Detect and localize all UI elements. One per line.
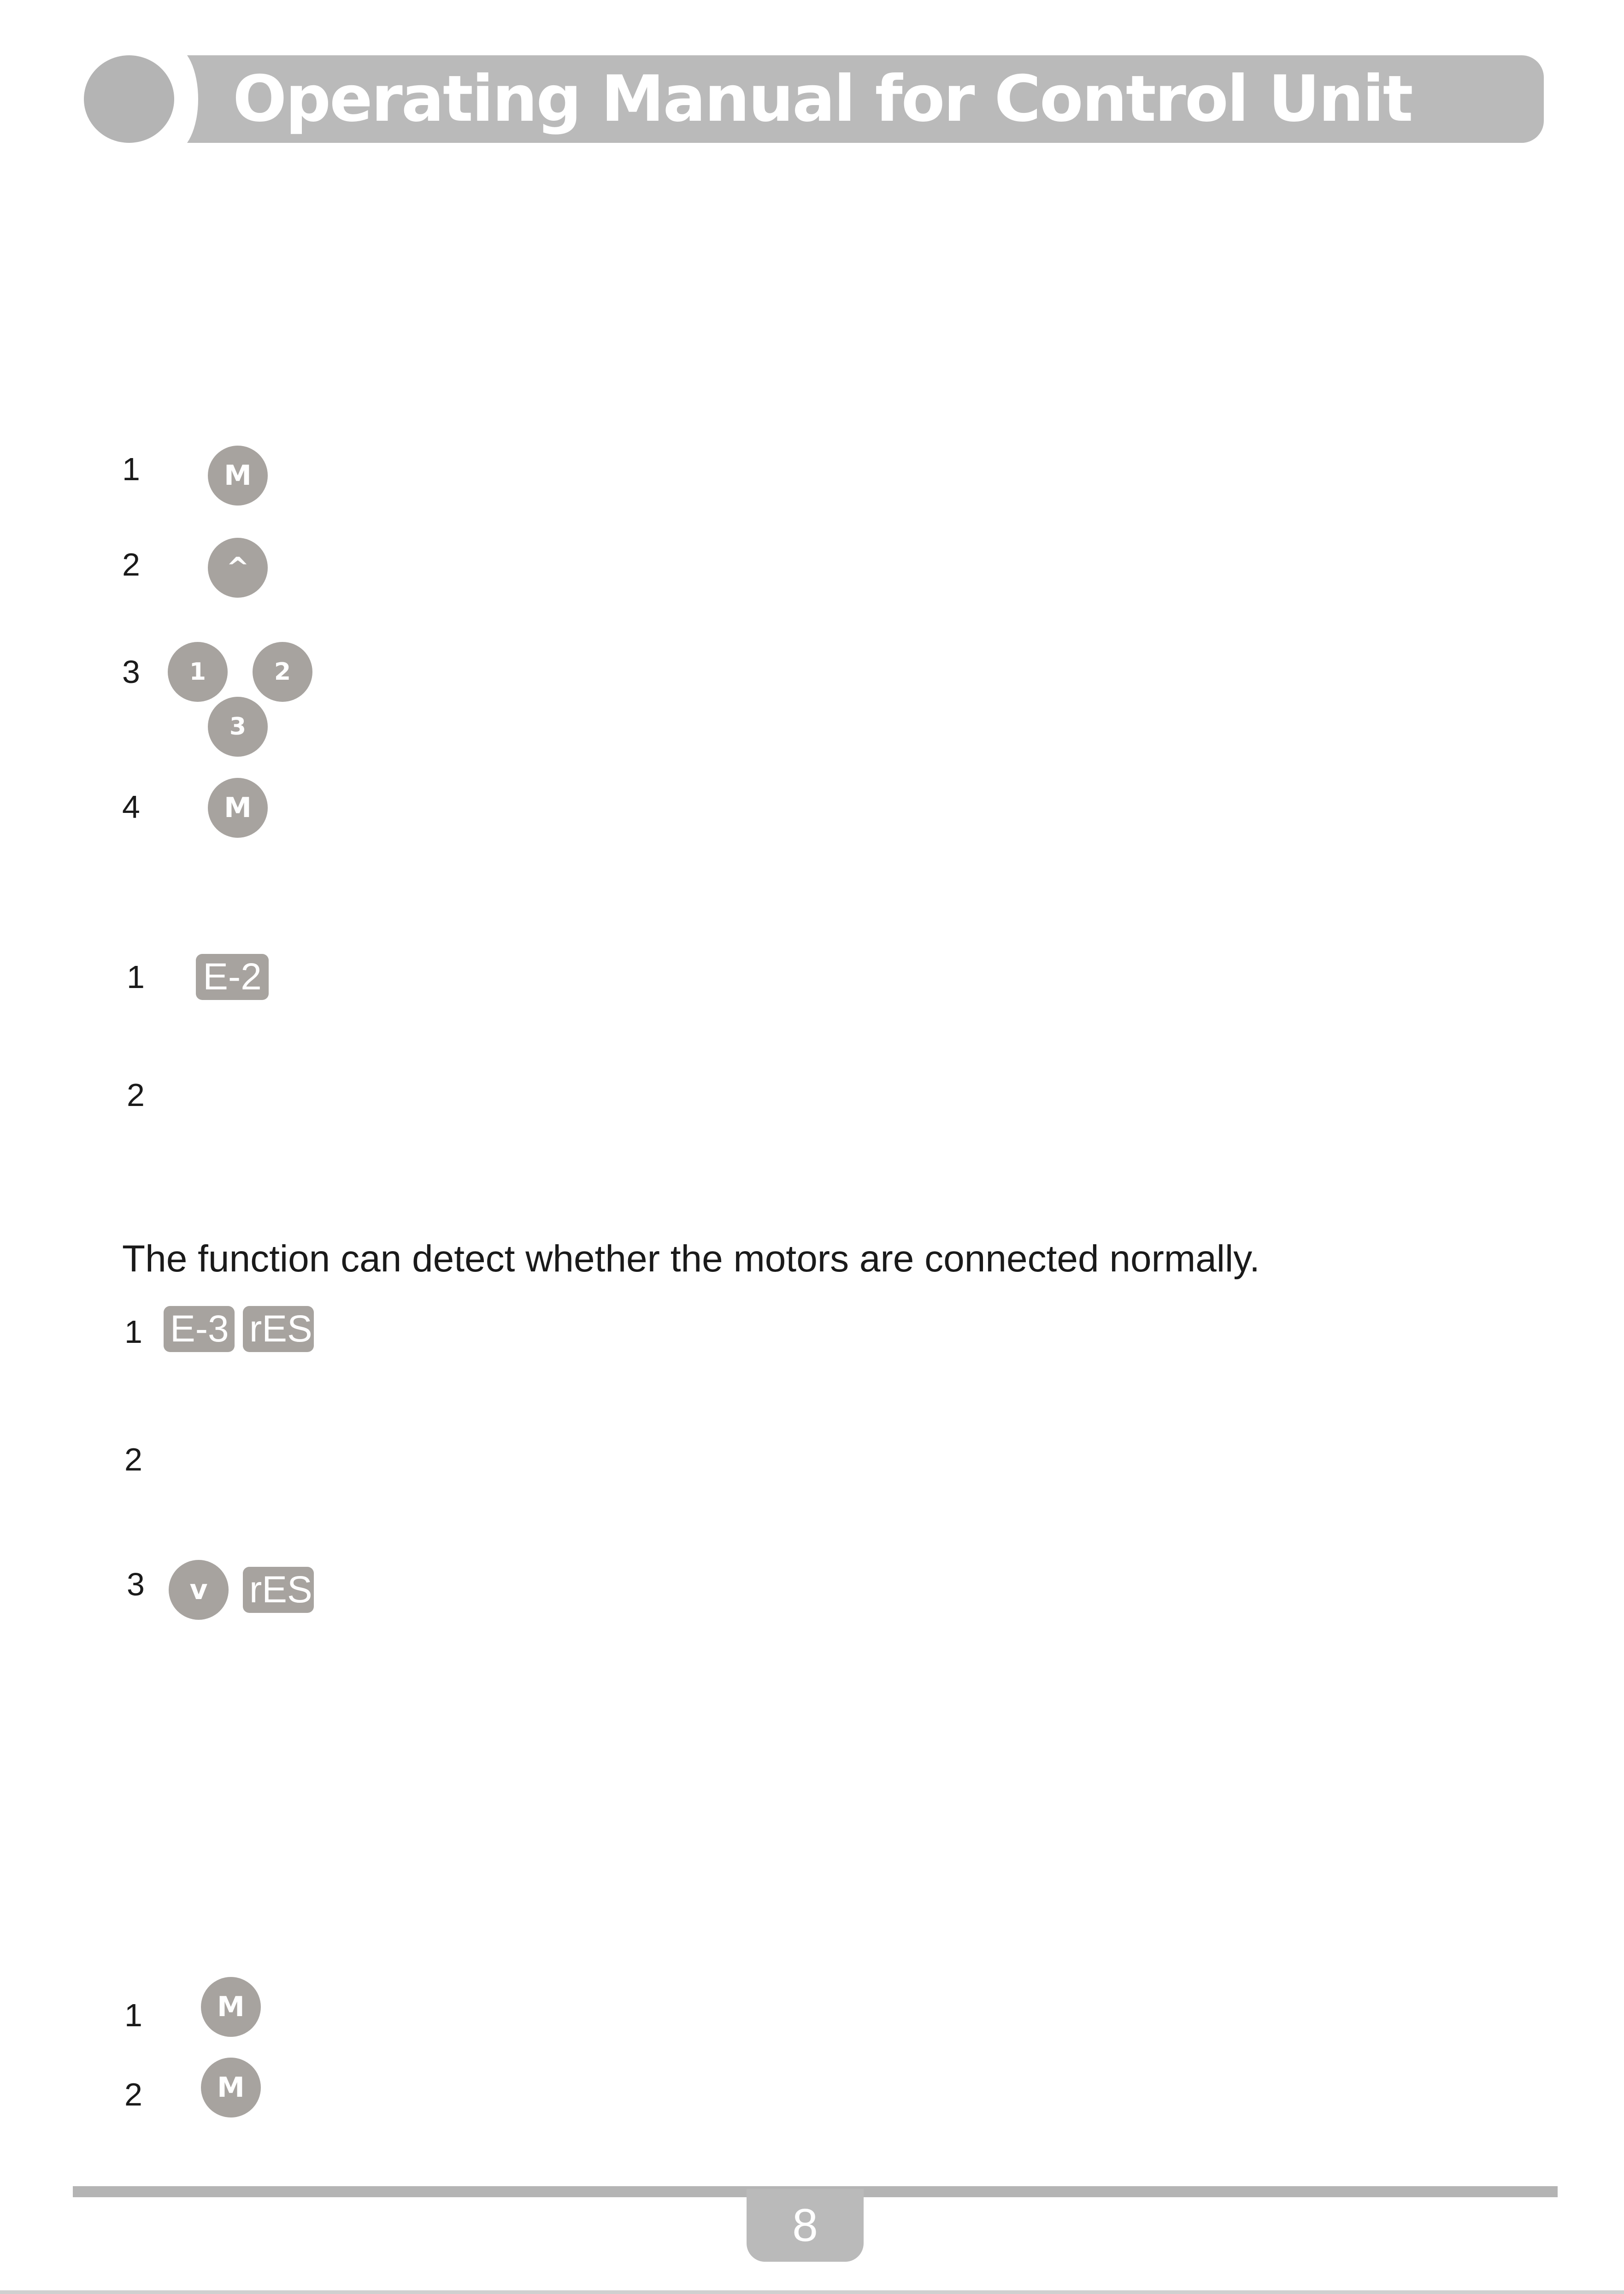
- key-1-icon: 1: [168, 642, 228, 702]
- down-key-icon: v: [169, 1560, 229, 1620]
- page-bottom-edge: [0, 2290, 1624, 2294]
- header-bar: [175, 55, 1544, 143]
- m-key-icon: M: [208, 446, 268, 506]
- display-code-badge: rES: [243, 1306, 314, 1352]
- step-number: 2: [127, 1077, 145, 1113]
- step-number: 1: [127, 959, 145, 995]
- m-key-icon: M: [208, 778, 268, 838]
- section-intro-text: The function can detect whether the motors are connected normally.: [122, 1238, 1260, 1280]
- step-number: 3: [122, 654, 140, 690]
- step-number: 1: [124, 1314, 142, 1350]
- step-number: 1: [122, 451, 140, 487]
- m-key-icon: M: [201, 1977, 261, 2037]
- display-code-badge: rES: [243, 1567, 314, 1613]
- m-key-icon: M: [201, 2058, 261, 2118]
- page-title: Operating Manual for Control Unit: [233, 62, 1412, 136]
- step-number: 4: [122, 789, 140, 825]
- page-number: 8: [747, 2189, 864, 2262]
- step-number: 2: [122, 547, 140, 582]
- up-key-icon: ^: [208, 538, 268, 598]
- step-number: 2: [124, 2076, 142, 2112]
- header-circle-decoration: [84, 55, 174, 143]
- step-number: 3: [127, 1566, 145, 1602]
- key-2-icon: 2: [253, 642, 312, 702]
- step-number: 1: [124, 1997, 142, 2033]
- step-number: 2: [124, 1441, 142, 1477]
- display-code-badge: E-3: [164, 1306, 235, 1352]
- display-code-badge: E-2: [196, 954, 269, 1000]
- key-3-icon: 3: [208, 697, 268, 757]
